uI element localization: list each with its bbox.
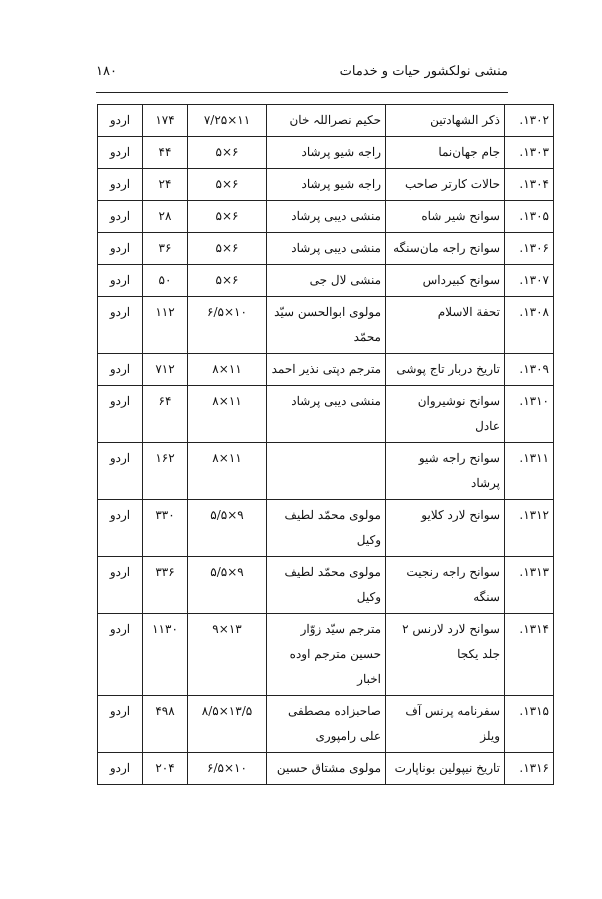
entry-language: اردو	[98, 614, 143, 696]
entry-author: منشی دیبی پرشاد	[267, 233, 386, 265]
entry-title: سوانح لارد کلایو	[386, 500, 505, 557]
entry-size: ۱۰×۶/۵	[188, 297, 267, 354]
entry-language: اردو	[98, 753, 143, 785]
entry-title: سوانح کبیرداس	[386, 265, 505, 297]
entry-title: تاریخ دربار تاج پوشی	[386, 354, 505, 386]
entry-number: ۱۳۱۶.	[505, 753, 554, 785]
entry-size: ۱۱×۷/۲۵	[188, 105, 267, 137]
entry-author: حکیم نصراللہ خان	[267, 105, 386, 137]
entry-language: اردو	[98, 137, 143, 169]
entry-size: ۱۱×۸	[188, 354, 267, 386]
entry-pages: ۱۶۲	[143, 443, 188, 500]
entry-author: مولوی محمّد لطیف وکیل	[267, 500, 386, 557]
entry-size: ۶×۵	[188, 137, 267, 169]
entry-number: ۱۳۰۶.	[505, 233, 554, 265]
entry-title: تحفة الاسلام	[386, 297, 505, 354]
entry-pages: ۳۶	[143, 233, 188, 265]
entry-pages: ۴۴	[143, 137, 188, 169]
entry-author: راجه شیو پرشاد	[267, 169, 386, 201]
running-header	[96, 62, 508, 86]
entry-size: ۹×۵/۵	[188, 500, 267, 557]
table-row	[98, 105, 554, 137]
entry-pages: ۱۱۳۰	[143, 614, 188, 696]
entry-language: اردو	[98, 201, 143, 233]
entry-language: اردو	[98, 169, 143, 201]
entry-size: ۹×۵/۵	[188, 557, 267, 614]
entry-language: اردو	[98, 696, 143, 753]
entry-number: ۱۳۰۲.	[505, 105, 554, 137]
entry-size: ۱۰×۶/۵	[188, 753, 267, 785]
entry-author: راجه شیو پرشاد	[267, 137, 386, 169]
table-row	[98, 500, 554, 557]
entry-author: مولوی محمّد لطیف وکیل	[267, 557, 386, 614]
entry-pages: ۵۰	[143, 265, 188, 297]
entry-title: سوانح راجه رنجیت سنگه	[386, 557, 505, 614]
entry-author: منشی دیبی پرشاد	[267, 201, 386, 233]
entry-number: ۱۳۱۱.	[505, 443, 554, 500]
entry-number: ۱۳۱۳.	[505, 557, 554, 614]
entry-title: سوانح راجه شیو پرشاد	[386, 443, 505, 500]
entry-language: اردو	[98, 297, 143, 354]
catalog-rows	[98, 105, 554, 785]
entry-language: اردو	[98, 386, 143, 443]
entry-author: منشی لال جی	[267, 265, 386, 297]
entry-author	[267, 443, 386, 500]
catalog-table	[97, 104, 554, 785]
entry-size: ۱۳×۹	[188, 614, 267, 696]
entry-number: ۱۳۱۵.	[505, 696, 554, 753]
table-row	[98, 297, 554, 354]
table-row	[98, 614, 554, 696]
entry-pages: ۶۴	[143, 386, 188, 443]
entry-pages: ۱۷۴	[143, 105, 188, 137]
entry-pages: ۳۳۰	[143, 500, 188, 557]
entry-size: ۶×۵	[188, 233, 267, 265]
entry-title: تاریخ نیپولین بوناپارت	[386, 753, 505, 785]
entry-number: ۱۳۱۰.	[505, 386, 554, 443]
entry-language: اردو	[98, 557, 143, 614]
entry-language: اردو	[98, 443, 143, 500]
entry-pages: ۷۱۲	[143, 354, 188, 386]
entry-language: اردو	[98, 354, 143, 386]
entry-author: مولوی مشتاق حسین	[267, 753, 386, 785]
entry-title: ذکر الشهادتین	[386, 105, 505, 137]
table-row	[98, 557, 554, 614]
table-row	[98, 233, 554, 265]
entry-number: ۱۳۰۴.	[505, 169, 554, 201]
entry-author: مترجم دپتی نذیر احمد	[267, 354, 386, 386]
table-row	[98, 386, 554, 443]
entry-size: ۶×۵	[188, 265, 267, 297]
entry-number: ۱۳۰۹.	[505, 354, 554, 386]
entry-pages: ۴۹۸	[143, 696, 188, 753]
entry-author: صاحبزاده مصطفی علی رامپوری	[267, 696, 386, 753]
book-title: منشی نولکشور حیات و خدمات	[339, 64, 508, 79]
entry-language: اردو	[98, 265, 143, 297]
entry-author: مترجم سیّد زوّار حسین مترجم اوده اخبار	[267, 614, 386, 696]
entry-number: ۱۳۰۵.	[505, 201, 554, 233]
entry-title: سفرنامه پرنس آف ویلز	[386, 696, 505, 753]
table-row	[98, 753, 554, 785]
entry-title: سوانح راجه مان‌سنگه	[386, 233, 505, 265]
entry-number: ۱۳۱۲.	[505, 500, 554, 557]
entry-size: ۱۱×۸	[188, 386, 267, 443]
entry-title: سوانح نوشیروان عادل	[386, 386, 505, 443]
entry-size: ۱۳/۵×۸/۵	[188, 696, 267, 753]
entry-number: ۱۳۰۳.	[505, 137, 554, 169]
entry-pages: ۱۱۲	[143, 297, 188, 354]
entry-size: ۱۱×۸	[188, 443, 267, 500]
table-row	[98, 443, 554, 500]
entry-author: مولوی ابوالحسن سیّد محمّد	[267, 297, 386, 354]
table-row	[98, 137, 554, 169]
page-number: ۱۸۰	[96, 64, 117, 79]
entry-title: سوانح شیر شاه	[386, 201, 505, 233]
entry-pages: ۳۳۶	[143, 557, 188, 614]
entry-title: جام جهان‌نما	[386, 137, 505, 169]
entry-language: اردو	[98, 500, 143, 557]
entry-pages: ۲۴	[143, 169, 188, 201]
table-row	[98, 696, 554, 753]
table-row	[98, 265, 554, 297]
entry-size: ۶×۵	[188, 201, 267, 233]
entry-number: ۱۳۰۷.	[505, 265, 554, 297]
entry-pages: ۲۰۴	[143, 753, 188, 785]
entry-size: ۶×۵	[188, 169, 267, 201]
entry-number: ۱۳۰۸.	[505, 297, 554, 354]
table-row	[98, 354, 554, 386]
entry-author: منشی دیبی پرشاد	[267, 386, 386, 443]
entry-language: اردو	[98, 105, 143, 137]
entry-title: حالات کارتر صاحب	[386, 169, 505, 201]
entry-pages: ۲۸	[143, 201, 188, 233]
table-row	[98, 201, 554, 233]
entry-number: ۱۳۱۴.	[505, 614, 554, 696]
entry-title: سوانح لارد لارنس ۲ جلد یکجا	[386, 614, 505, 696]
header-rule	[96, 92, 508, 93]
entry-language: اردو	[98, 233, 143, 265]
table-row	[98, 169, 554, 201]
